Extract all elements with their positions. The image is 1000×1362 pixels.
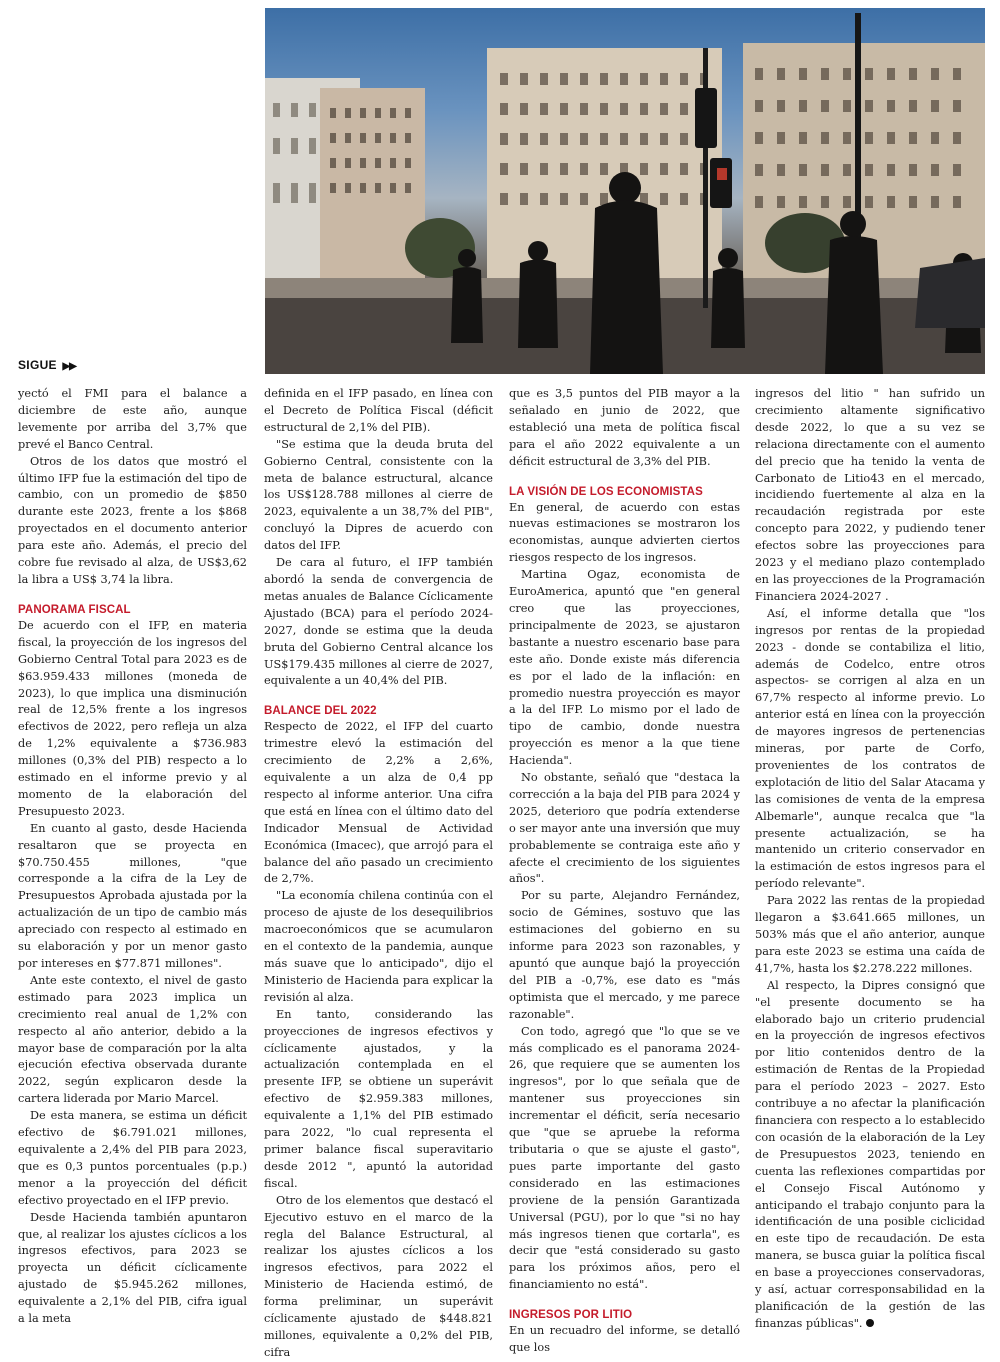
paragraph: En un recuadro del informe, se detalló que los [509, 1324, 740, 1355]
paragraph [755, 978, 985, 1333]
paragraph: Desde Hacienda también apuntaron que, al realizar los ajustes cíclicos a los ingresos efectivos, para 2023 se proyecta un déficit cíclicamente ajustado de $5.945.262 millones, equivalente a 2,1% del PIB, cifra igual a la meta [18, 1210, 247, 1326]
continue-arrow-icon: ▶▶ [62, 361, 76, 372]
paragraph: "La economía chilena continúa con el proceso de ajuste de los desequilibrios macroeconómicos que se acumularon en el contexto de la pandemia, aunque más suave que lo anticipado", dijo el Ministerio de Hacienda para explicar la revisión al alza. [264, 889, 493, 1004]
paragraph: En cuanto al gasto, desde Hacienda resaltaron que se proyecta en $70.750.455 millones, "que corresponde a la cifra de la Ley de Presupuestos Aprobada ajustada por la actualización de un tipo de cambio más apreciado con respecto al estimado en su elaboración y por un menor gasto por intereses en $77.871 millones". [18, 821, 247, 970]
paragraph: Respecto de 2022, el IFP del cuarto trimestre elevó la estimación del crecimiento de 2,2% a 2,6%, equivalente a un alza de 0,4 pp respecto al informe anterior. Una cifra que está en línea con el último dato del Indicador Mensual de Actividad Económica (Imacec), que arrojó para el balance del año pasado un crecimiento de 2,7%. [264, 720, 493, 886]
paragraph-text: Al respecto, la Dipres consignó que "el presente documento se ha elaborado bajo un criterio prudencial en la proyección de ingresos efectivos por litio contenidos dentro de la estimación de Rentas de la Propiedad para el período 2023 – 2027. Esto contribuye a no afectar la planificación financiera con respecto a lo establecido con ocasión de la elaboración de la Ley de Presupuestos 2023, teniendo en cuenta las reflexiones compartidas por el Consejo Fiscal Autónomo y anticipando el trabajo conjunto para la identificación de una posible ciclicidad en este tipo de recaudación. De esta manera, se busca guiar la política fiscal en base a proyecciones conservadoras, y así, actuar corresponsabilidad en la planificación de la gestión de las finanzas públicas". [755, 978, 985, 1330]
paragraph: De acuerdo con el IFP, en materia fiscal, la proyección de los ingresos del Gobierno Central Total para 2023 es de $63.959.433 millones (moneda de 2023), lo que implica una disminución real de 12,5% frente a los ingresos efectivos de 2022, pero refleja un alza de 1,2% equivalente a $736.983 millones (0,3% del PIB) respecto a lo estimado en el informe previo y al momento de la elaboración del Presupuesto 2023. [18, 618, 247, 818]
section-heading: INGRESOS POR LITIO [509, 1309, 633, 1322]
street-scene-photo [265, 8, 985, 374]
section-heading: PANORAMA FISCAL [18, 603, 131, 616]
paragraph: De esta manera, se estima un déficit efectivo de $6.791.021 millones, equivalente a 2,4% del PIB para 2023, que es 0,3 puntos porcentuales (p.p.) menor a la proyección del déficit efectivo proyectado en el IFP previo. [18, 1109, 247, 1207]
paragraph: No obstante, señaló que "destaca la corrección a la baja del PIB para 2024 y 2025, deterioro que podría extenderse o ser mayor ante una inversión que muy probablemente se contraiga este año y afecte el crecimiento de los siguientes años". [509, 771, 740, 886]
paragraph: "Se estima que la deuda bruta del Gobierno Central, consistente con la meta de balance estructural, alcance los US$128.788 millones al cierre de 2023, equivalente a un 38,7% del PIB", concluyó la Dipres de acuerdo con datos del IFP. [264, 437, 493, 553]
article-column-2 [264, 386, 493, 1362]
street-scene-photo-icon [265, 8, 985, 374]
paragraph: Por su parte, Alejandro Fernández, socio de Gémines, sostuvo que las estimaciones del gobierno en su informe para 2023 son razonables, y apuntó que aunque bajó la proyección del PIB a -0,7%, ese dato es "más optimista que el mercado, y me parece razonable". [509, 889, 740, 1021]
paragraph: En tanto, considerando las proyecciones de ingresos efectivos y cíclicamente ajustados, y la actualización contemplada en el presente IFP, se obtiene un superávit efectivo de $2.959.383 millones, equivalente a 1,1% del PIB estimado para 2022, "lo cual representa el primer balance fiscal superavitario desde 2012 ", apuntó la autoridad fiscal. [264, 1007, 493, 1190]
continue-label: SIGUE [18, 358, 57, 372]
section-heading: BALANCE DEL 2022 [264, 705, 377, 718]
paragraph: yectó el FMI para el balance a diciembre de este año, aunque levemente por arriba del 3,7% que prevé el Banco Central. [18, 387, 247, 451]
continue-marker[interactable] [18, 358, 76, 372]
paragraph: Martina Ogaz, economista de EuroAmerica, apuntó que "en general creo que las proyecciones, principalmente de 2023, se ajustaron bastante a nuestro escenario base para este año. Donde existe más diferencia es por el lado de la inflación: en promedio nuestra proyección es mayor a la del IFP. Lo mismo por el lado de tipo de cambio, donde nuestra proyección es menor a la que tiene Hacienda". [509, 568, 740, 768]
paragraph: De cara al futuro, el IFP también abordó la senda de convergencia de metas anuales de Balance Cíclicamente Ajustado (BCA) para el período 2024-2027, donde se estima que la deuda bruta del Gobierno Central alcance los US$179.435 millones al cierre de 2027, equivalente a un 40,4% del PIB. [264, 556, 493, 688]
paragraph: Otro de los elementos que destacó el Ejecutivo estuvo en el marco de la regla del Balance Estructural, al realizar los ajustes cíclicos a los ingresos efectivos, para 2022 el Ministerio de Hacienda estimó, de forma preliminar, un superávit cíclicamente ajustado de $448.821 millones, equivalente a 0,2% del PIB, cifra [264, 1193, 493, 1359]
end-of-article-icon [866, 1319, 874, 1327]
section-heading: LA VISIÓN DE LOS ECONOMISTAS [509, 485, 703, 498]
paragraph: Ante este contexto, el nivel de gasto estimado para 2023 implica un crecimiento real anual de 1,2% con respecto al año anterior, debido a la mayor base de comparación por la alta ejecución efectiva observada durante 2022, según explicaron desde la cartera liderada por Mario Marcel. [18, 973, 247, 1106]
article-column-1 [18, 386, 247, 1328]
paragraph: ingresos del litio " han sufrido un crecimiento altamente significativo desde 2022, lo que a su vez se relaciona directamente con el aumento del precio que ha tenido la venta de Carbonato de Litio43 en el mercado, incidiendo fuertemente al alza en la recaudación registrada por este concepto para 2022, y pudiendo tener efectos sobre las proyecciones para 2023 y el mediano plazo contemplado en las proyecciones de la Programación Financiera 2024-2027 . [755, 387, 985, 603]
paragraph: que es 3,5 puntos del PIB mayor a la señalado en junio de 2022, que estableció una meta de política fiscal para el año 2022 equivalente a un déficit estructural de 3,3% del PIB. [509, 387, 740, 468]
article-column-4 [755, 386, 985, 1333]
article-column-3 [509, 386, 740, 1357]
paragraph: En general, de acuerdo con estas nuevas estimaciones se mostraron los economistas, aunque advierten ciertos riesgos respecto de los ingresos. [509, 500, 740, 565]
paragraph: Así, el informe detalla que "los ingresos por rentas de la propiedad 2023 - donde se contabiliza el litio, además de Codelco, entre otros aspectos- se corrigen al alza en un 67,7% respecto al informe previo. Lo anterior está en línea con la proyección de mayores ingresos de pertenencias mineras, por parte de Corfo, provenientes de los contratos de explotación de litio del Salar Atacama y las comisiones de venta de la empresa Albemarle", aunque recalca que "la presente actualización, se ha mantenido un criterio conservador en la estimación de estos ingresos para el período relevante". [755, 606, 985, 891]
paragraph: Otros de los datos que mostró el último IFP fue la estimación del tipo de cambio, con un promedio de $850 durante este 2023, frente a los $868 proyectados en el documento anterior para este año. Además, el precio del cobre fue revisado al alza, de US$3,62 la libra a US$ 3,74 la libra. [18, 454, 247, 586]
paragraph: Para 2022 las rentas de la propiedad llegaron a $3.641.665 millones, un 503% más que el año anterior, aunque para este 2023 se estima una caída de 41,7%, hasta los $2.278.222 millones. [755, 894, 985, 975]
paragraph: definida en el IFP pasado, en línea con el Decreto de Política Fiscal (déficit estructural de 2,1% del PIB). [264, 387, 493, 434]
paragraph: Con todo, agregó que "lo que se ve más complicado es el panorama 2024-26, que requiere que se aumenten los ingresos", por lo que señala que de mantener sus proyecciones sin incrementar el déficit, sería necesario que "que se apruebe la reforma tributaria o que se ajuste el gasto", pues parte importante del gasto considerado en las estimaciones proviene de la pensión Garantizada Universal (PGU), por lo que "si no hay más ingresos tienen que cortarla", es decir que "está considerado su gasto para los próximos años, pero el financiamiento no está". [509, 1024, 740, 1292]
